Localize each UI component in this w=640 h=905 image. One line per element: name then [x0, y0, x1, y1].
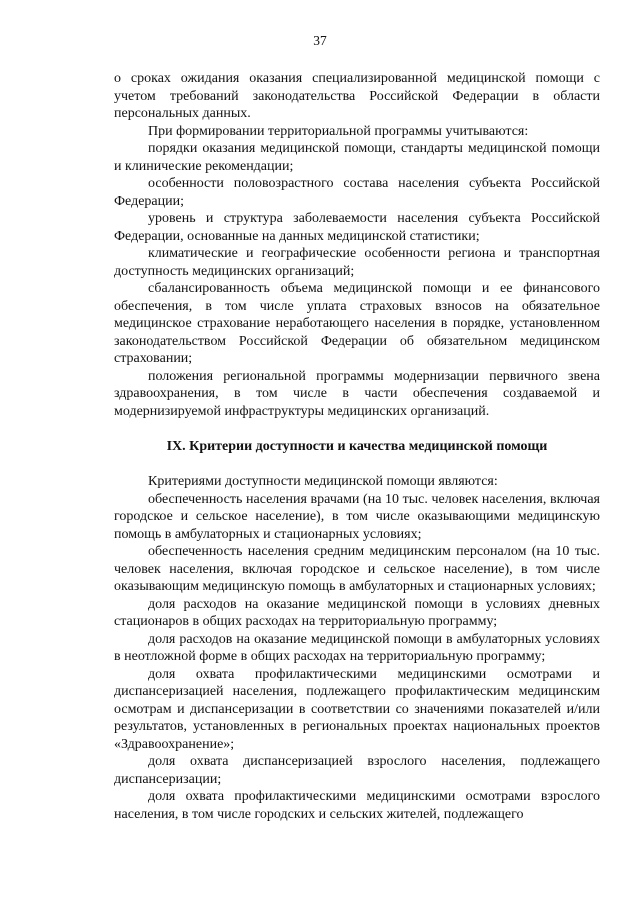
- consideration-item: уровень и структура заболеваемости населения субъекта Российской Федерации, основанные на данных медицинской статистики;: [114, 211, 600, 244]
- criterion-item: доля охвата диспансеризацией взрослого населения, подлежащего диспансеризации;: [114, 754, 600, 787]
- consideration-item: сбалансированность объема медицинской помощи и ее финансового обеспечения, в том числе уплата страховых взносов на обязательное медицинское страхование неработающего населения в порядке, установленном законодательством Российской Федерации об обязательном медицинском страховании;: [114, 281, 600, 366]
- page-content: [114, 70, 600, 823]
- criterion-item: обеспеченность населения средним медицинским персоналом (на 10 тыс. человек населения, включая городское и сельское население), в том числе оказывающим медицинскую помощь в амбулаторных и стационарных условиях;: [114, 544, 600, 594]
- considerations-lead: При формировании территориальной программы учитываются:: [148, 123, 529, 139]
- criterion-item: доля охвата профилактическими медицинскими осмотрами и диспансеризацией населения, подлежащего профилактическим медицинским осмотрам и диспансеризации в соответствии со значениями показателей и/или результатов, установленных в региональных проектах национальных проектов «Здравоохранение»;: [114, 666, 600, 752]
- page-number: 37: [313, 33, 327, 48]
- continuation-paragraph: о сроках ожидания оказания специализированной медицинской помощи с учетом требований законодательства Российской Федерации в области персональных данных.: [114, 71, 600, 121]
- section-heading: IX. Критерии доступности и качества медицинской помощи: [166, 439, 548, 454]
- criterion-item: доля охвата профилактическими медицинскими осмотрами взрослого населения, в том числе городских и сельских жителей, подлежащего: [114, 789, 600, 822]
- consideration-item: климатические и географические особенности региона и транспортная доступность медицинских организаций;: [114, 246, 600, 279]
- consideration-item: порядки оказания медицинской помощи, стандарты медицинской помощи и клинические рекомендации;: [114, 141, 600, 174]
- criteria-lead: Критериями доступности медицинской помощи являются:: [148, 474, 498, 489]
- consideration-item: положения региональной программы модернизации первичного звена здравоохранения, в том числе в части обеспечения создаваемой и модернизируемой инфраструктуры медицинских организаций.: [114, 368, 600, 419]
- criterion-item: доля расходов на оказание медицинской помощи в условиях дневных стационаров в общих расходах на территориальную программу;: [114, 596, 600, 629]
- criterion-item: доля расходов на оказание медицинской помощи в амбулаторных условиях в неотложной форме в общих расходах на территориальную программу;: [114, 631, 600, 664]
- criterion-item: обеспеченность населения врачами (на 10 тыс. человек населения, включая городское и сельское население), в том числе оказывающими медицинскую помощь в амбулаторных и стационарных условиях;: [114, 491, 600, 542]
- consideration-item: особенности половозрастного состава населения субъекта Российской Федерации;: [114, 176, 600, 209]
